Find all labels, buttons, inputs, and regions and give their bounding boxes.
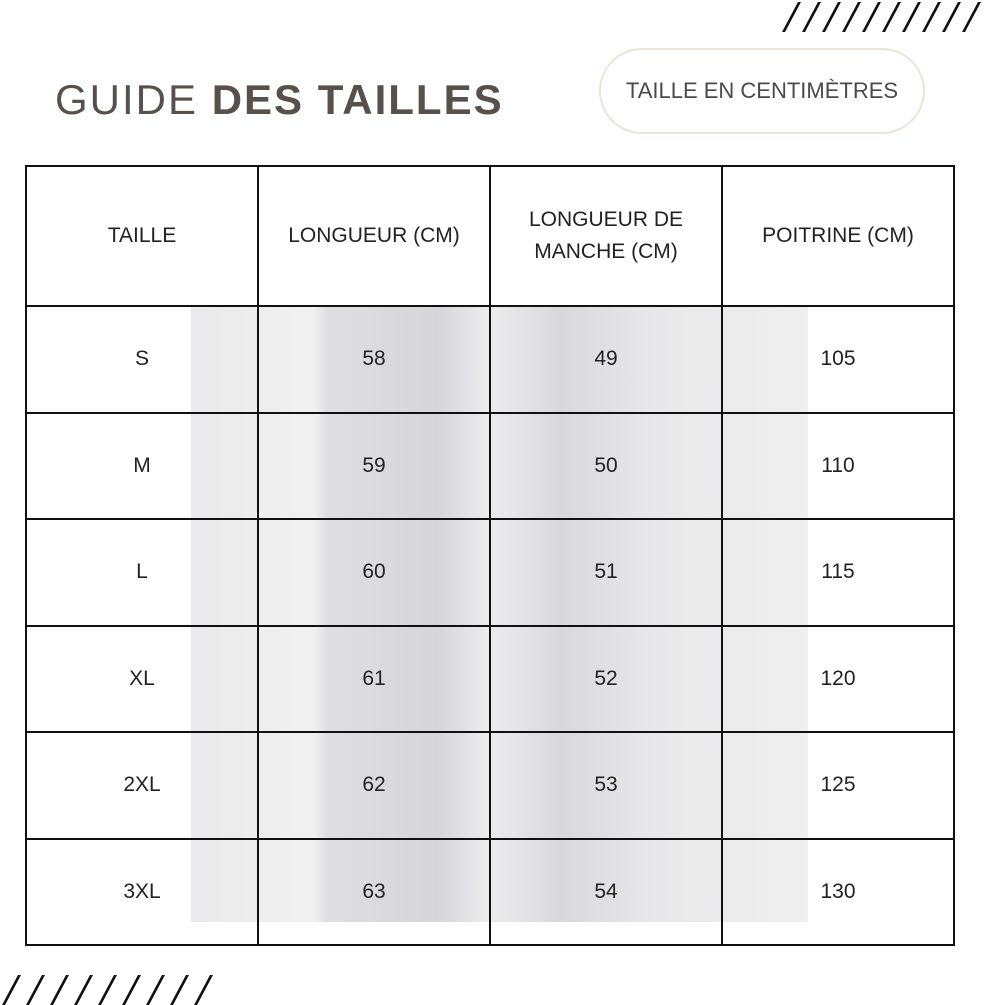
table-cell: 120	[722, 626, 954, 733]
slash-mark	[902, 2, 921, 32]
table-cell: 110	[722, 413, 954, 520]
title-bold: DES TAILLES	[211, 76, 504, 123]
table-row	[26, 626, 954, 733]
slash-mark	[50, 975, 69, 1005]
table-cell: 61	[258, 626, 490, 733]
slash-mark	[2, 975, 21, 1005]
decorative-slashes-bottom	[10, 975, 205, 1005]
column-header: LONGUEUR (CM)	[258, 166, 490, 306]
table-cell: 52	[490, 626, 722, 733]
table-cell: M	[26, 413, 258, 520]
slash-mark	[862, 2, 881, 32]
column-header: POITRINE (CM)	[722, 166, 954, 306]
table-cell: 58	[258, 306, 490, 413]
table-cell: 63	[258, 839, 490, 946]
size-table	[25, 165, 955, 946]
table-row	[26, 519, 954, 626]
slash-mark	[842, 2, 861, 32]
table-cell: 60	[258, 519, 490, 626]
decorative-slashes-top	[790, 2, 973, 32]
column-header: LONGUEUR DE MANCHE (CM)	[490, 166, 722, 306]
table-row	[26, 306, 954, 413]
slash-mark	[146, 975, 165, 1005]
table-cell: 62	[258, 732, 490, 839]
column-header: TAILLE	[26, 166, 258, 306]
slash-mark	[74, 975, 93, 1005]
slash-mark	[962, 2, 981, 32]
table-cell: 54	[490, 839, 722, 946]
slash-mark	[26, 975, 45, 1005]
slash-mark	[942, 2, 961, 32]
table-cell: 53	[490, 732, 722, 839]
table-row	[26, 413, 954, 520]
unit-badge: TAILLE EN CENTIMÈTRES	[599, 48, 925, 134]
slash-mark	[98, 975, 117, 1005]
table-row	[26, 839, 954, 946]
table-cell: L	[26, 519, 258, 626]
table-cell: 51	[490, 519, 722, 626]
table-cell: 115	[722, 519, 954, 626]
page-title	[55, 76, 504, 124]
table-row	[26, 732, 954, 839]
table-cell: 125	[722, 732, 954, 839]
table-cell: 49	[490, 306, 722, 413]
table-cell: 105	[722, 306, 954, 413]
slash-mark	[170, 975, 189, 1005]
table-cell: 130	[722, 839, 954, 946]
table-cell: 2XL	[26, 732, 258, 839]
table-cell: 50	[490, 413, 722, 520]
slash-mark	[822, 2, 841, 32]
slash-mark	[802, 2, 821, 32]
slash-mark	[122, 975, 141, 1005]
table-cell: 3XL	[26, 839, 258, 946]
slash-mark	[882, 2, 901, 32]
table-cell: 59	[258, 413, 490, 520]
slash-mark	[782, 2, 801, 32]
table-cell: S	[26, 306, 258, 413]
title-light: GUIDE	[55, 76, 199, 123]
table-header-row	[26, 166, 954, 306]
slash-mark	[922, 2, 941, 32]
slash-mark	[194, 975, 213, 1005]
table-cell: XL	[26, 626, 258, 733]
